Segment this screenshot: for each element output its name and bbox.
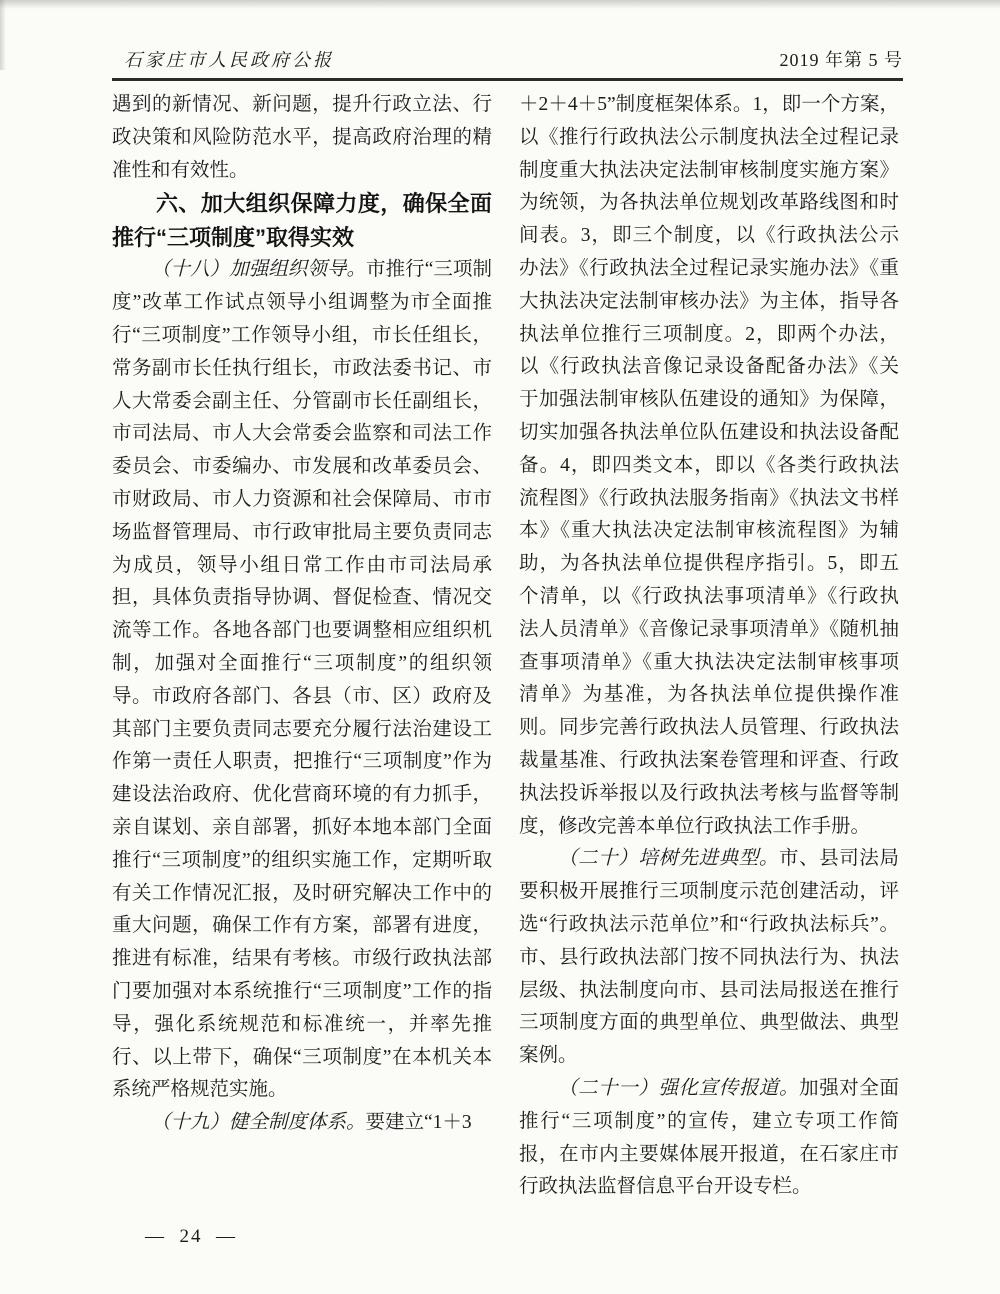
- paragraph-19-text: 要建立“1＋3: [365, 1112, 472, 1134]
- paragraph-21: [519, 1073, 899, 1204]
- gazette-title: 石家庄市人民政府公报: [124, 50, 334, 70]
- section-heading: 六、加大组织保障力度，确保全面推行“三项制度”取得实效: [112, 191, 492, 250]
- page-footer: [118, 1204, 237, 1270]
- page-header: [112, 46, 903, 72]
- paragraph-19: [112, 1107, 492, 1140]
- paragraph-19-lead: （十九）健全制度体系。: [151, 1112, 366, 1134]
- scan-shadow-left: [0, 0, 6, 70]
- page-number: — 24 —: [145, 1226, 237, 1247]
- paragraph-18: [112, 254, 492, 1107]
- right-column: [519, 89, 899, 1209]
- paragraph-21-lead: （二十一）强化宣传报道。: [558, 1077, 800, 1099]
- header-rule: [112, 78, 903, 81]
- issue-number: 2019 年第 5 号: [779, 50, 903, 70]
- paragraph-20-lead: （二十）培树先进典型。: [558, 848, 780, 870]
- paragraph-20: [519, 843, 899, 1073]
- paragraph-18-text: 市推行“三项制度”改革工作试点领导小组调整为市全面推行“三项制度”工作领导小组，市长任组长，常务副市长任执行组长，市政法委书记、市人大常委会副主任、分管副市长任副组长，市司法局、市人大会常委会监察和司法工作委员会、市委编办、市发展和改革委员会、市财政局、市人力资源和社会保障局、市市场监督管理局、市行政审批局主要负责同志为成员，领导小组日常工作由市司法局承担，具体负责指导协调、督促检查、情况交流等工作。各地各部门也要调整相应组织机制，加强对全面推行“三项制度”的组织领导。市政府各部门、各县（市、区）政府及其部门主要负责同志要充分履行法治建设工作第一责任人职责，把推行“三项制度”作为建设法治政府、优化营商环境的有力抓手，亲自谋划、亲自部署，抓好本地本部门全面推行“三项制度”的组织实施工作，定期听取有关工作情况汇报，及时研究解决工作中的重大问题，确保工作有方案，部署有进度，推进有标准，结果有考核。市级行政执法部门要加强对本系统推行“三项制度”工作的指导，强化系统规范和标准统一，并率先推行、以上带下，确保“三项制度”在本机关本系统严格规范实施。: [112, 259, 492, 1101]
- left-column: [112, 89, 492, 1209]
- scan-shadow-top: [0, 0, 1000, 9]
- paragraph-20-text: 市、县司法局要积极开展推行三项制度示范创建活动，评选“行政执法示范单位”和“行政执法标兵”。市、县行政执法部门按不同执法行为、执法层级、执法制度向市、县司法局报送在推行三项制度方面的典型单位、典型做法、典型案例。: [519, 848, 899, 1067]
- paragraph-21-text: 加强对全面推行“三项制度”的宣传，建立专项工作简报，在市内主要媒体展开报道，在石家庄市行政执法监督信息平台开设专栏。: [519, 1077, 899, 1198]
- paragraph-19-continuation: ＋2＋4＋5”制度框架体系。1，即一个方案，以《推行行政执法公示制度执法全过程记录制度重大执法决定法制审核制度实施方案》为统领，为各执法单位规划改革路线图和时间表。3，即三个制度，以《行政执法公示办法》《行政执法全过程记录实施办法》《重大执法决定法制审核办法》为主体，指导各执法单位推行三项制度。2，即两个办法，以《行政执法音像记录设备配备办法》《关于加强法制审核队伍建设的通知》为保障，切实加强各执法单位队伍建设和执法设备配备。4，即四类文本，即以《各类行政执法流程图》《行政执法服务指南》《执法文书样本》《重大执法决定法制审核流程图》为辅助，为各执法单位提供程序指引。5，即五个清单，以《行政执法事项清单》《行政执法人员清单》《音像记录事项清单》《随机抽查事项清单》《重大执法决定法制审核事项清单》为基准，为各执法单位提供操作准则。同步完善行政执法人员管理、行政执法裁量基准、行政执法案卷管理和评查、行政执法投诉举报以及行政执法考核与监督等制度，修改完善本单位行政执法工作手册。: [519, 94, 899, 837]
- paragraph-18-lead: （十八）加强组织领导。: [151, 259, 367, 281]
- document-body: [112, 89, 903, 1209]
- paragraph-continuation: 遇到的新情况、新问题，提升行政立法、行政决策和风险防范水平，提高政府治理的精准性和有效性。: [112, 94, 492, 181]
